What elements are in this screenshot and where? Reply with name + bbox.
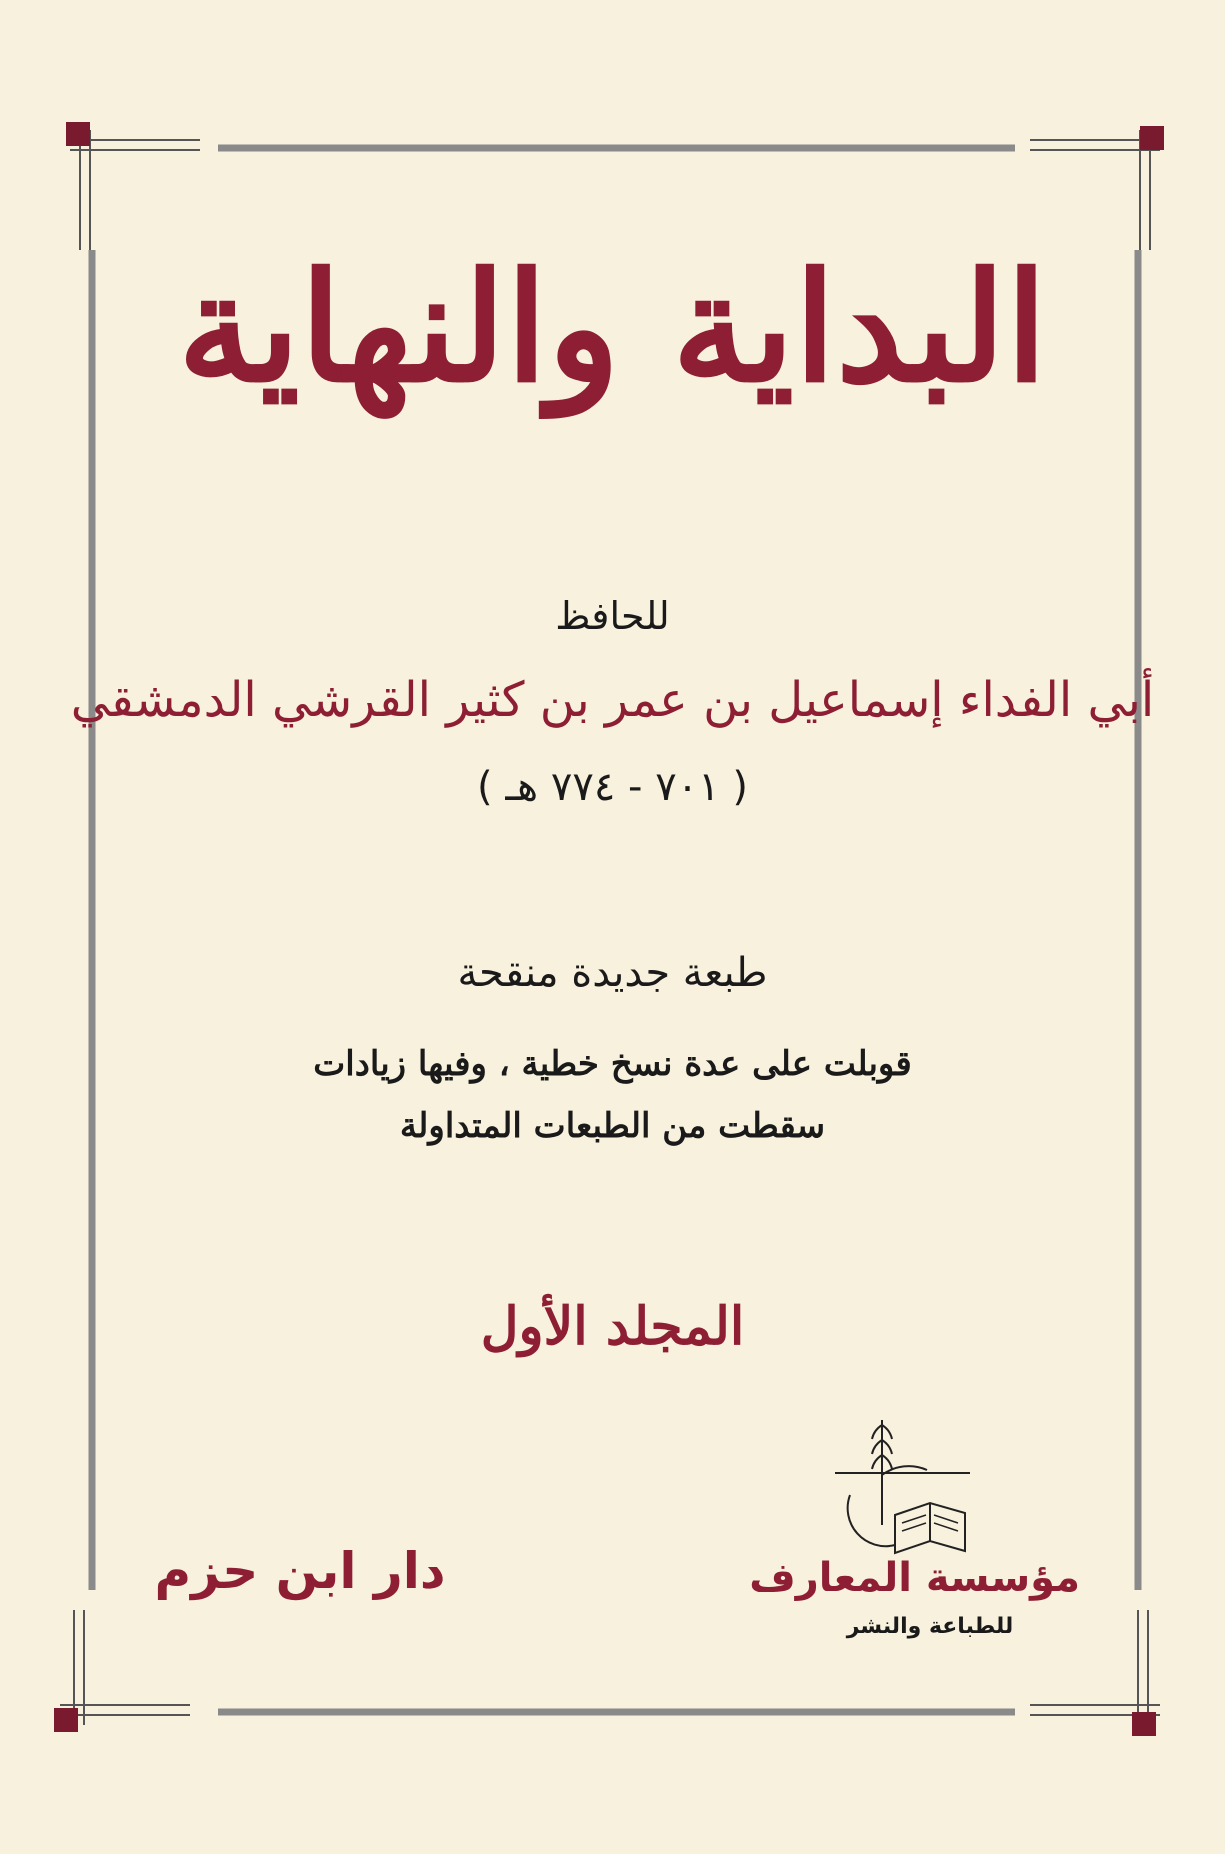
volume-label: المجلد الأول <box>480 1296 745 1357</box>
wheat-and-open-book-icon <box>830 1415 1010 1565</box>
author-dates: ( ٧٠١ - ٧٧٤ هـ ) <box>477 764 748 810</box>
edition-label: طبعة جديدة منقحة <box>457 950 768 996</box>
corner-ornament-bottom-right <box>1030 1610 1160 1725</box>
corner-ornament-bottom-left <box>60 1610 190 1725</box>
corner-ornament-top-left <box>70 130 200 250</box>
author-prefix: للحافظ <box>555 594 670 638</box>
publisher-subtitle: للطباعة والنشر <box>846 1614 1014 1639</box>
edition-description-line-1: قوبلت على عدة نسخ خطية ، وفيها زيادات <box>313 1044 912 1084</box>
author-name: أبي الفداء إسماعيل بن عمر بن كثير القرشي الدمشقي <box>70 672 1155 728</box>
publisher-dar-ibn-hazm: دار ابن حزم <box>154 1542 446 1600</box>
edition-description-line-2: سقطت من الطبعات المتداولة <box>399 1106 826 1146</box>
publisher-muassasat-al-maarif: مؤسسة المعارف <box>749 1555 1080 1601</box>
book-title: البداية والنهاية <box>177 240 1048 416</box>
